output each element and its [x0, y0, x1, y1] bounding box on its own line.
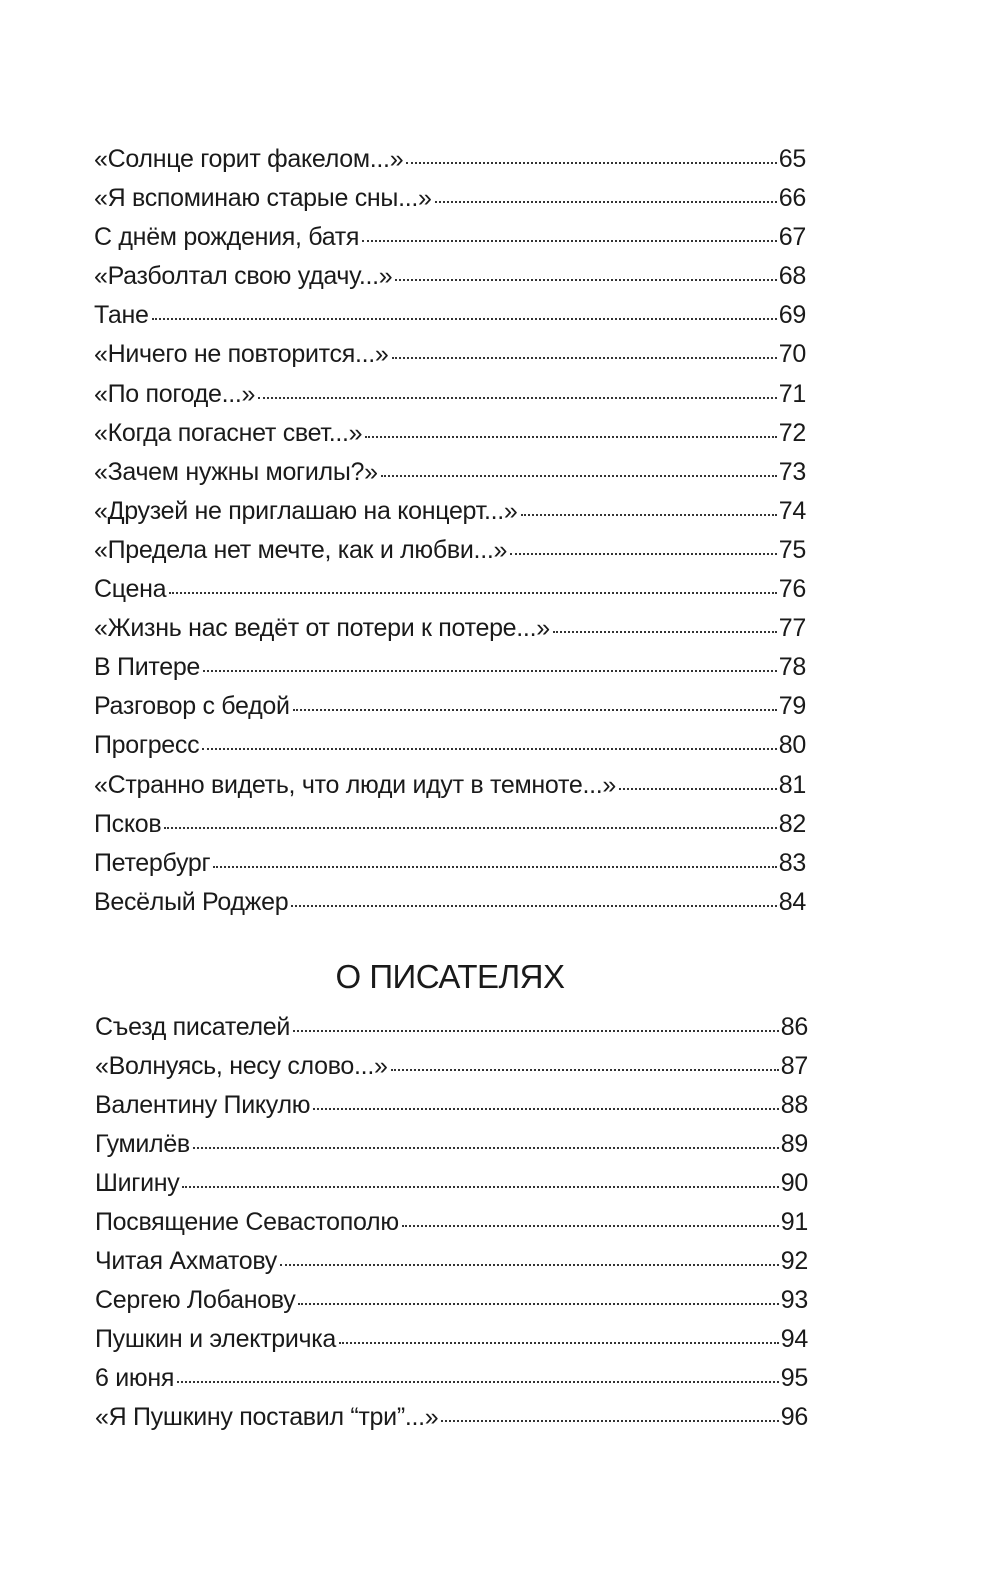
toc-entry — [95, 1403, 808, 1442]
toc-entry-page: 96 — [780, 1403, 808, 1431]
toc-entry-page: 92 — [780, 1247, 808, 1275]
toc-entry — [95, 1364, 808, 1403]
toc-entry-page: 76 — [778, 575, 806, 604]
toc-entry — [95, 1013, 808, 1052]
dot-leader — [202, 748, 776, 750]
dot-leader — [203, 670, 777, 672]
toc-entry — [94, 145, 806, 184]
toc-entry-page: 79 — [778, 692, 806, 721]
toc-entry-title: «Жизнь нас ведёт от потери к потере...» — [94, 614, 550, 643]
toc-entry-page: 82 — [778, 809, 806, 838]
toc-entry-page: 84 — [778, 887, 806, 916]
dot-leader — [510, 553, 777, 555]
toc-entry-page: 74 — [778, 496, 806, 525]
toc-entry — [94, 380, 806, 419]
dot-leader — [213, 866, 776, 868]
dot-leader — [521, 514, 777, 516]
toc-entry-title: «Странно видеть, что люди идут в темноте...» — [94, 770, 616, 799]
toc-entry-page: 65 — [778, 145, 806, 173]
toc-entry-page: 71 — [778, 379, 806, 408]
toc-entry — [94, 849, 806, 888]
toc-entry-title: Пушкин и электричка — [95, 1325, 337, 1353]
toc-entry — [95, 1052, 808, 1091]
toc-entry — [95, 1091, 808, 1130]
dot-leader — [339, 1342, 779, 1344]
toc-entry-title: Шигину — [95, 1169, 180, 1197]
toc-entry-page: 89 — [780, 1130, 808, 1158]
dot-leader — [395, 279, 776, 281]
toc-entry — [94, 458, 806, 497]
toc-entry-title: «По погоде...» — [94, 379, 256, 408]
dot-leader — [293, 709, 777, 711]
toc-entry-title: Сергею Лобанову — [95, 1286, 296, 1314]
dot-leader — [619, 788, 777, 790]
table-of-contents-part-1 — [94, 145, 806, 927]
toc-entry — [94, 223, 806, 262]
toc-entry-title: «Волнуясь, несу слово...» — [95, 1052, 388, 1080]
toc-entry — [94, 301, 806, 340]
dot-leader — [182, 1186, 778, 1188]
toc-entry-title: Псков — [94, 809, 162, 838]
toc-entry-page: 88 — [780, 1091, 808, 1119]
dot-leader — [164, 827, 776, 829]
toc-entry-title: Валентину Пикулю — [95, 1091, 311, 1119]
dot-leader — [169, 592, 777, 594]
dot-leader — [313, 1108, 779, 1110]
toc-entry-page: 78 — [778, 653, 806, 682]
dot-leader — [553, 631, 777, 633]
toc-entry — [94, 497, 806, 536]
toc-entry-page: 68 — [778, 262, 806, 291]
toc-entry-page: 94 — [780, 1325, 808, 1353]
toc-entry — [94, 340, 806, 379]
toc-entry-page: 81 — [778, 770, 806, 799]
toc-entry — [95, 1208, 808, 1247]
toc-entry-title: «Разболтал свою удачу...» — [94, 262, 393, 291]
toc-entry-page: 73 — [778, 457, 806, 486]
dot-leader — [365, 436, 776, 438]
dot-leader — [406, 162, 776, 164]
toc-entry-title: Гумилёв — [95, 1130, 190, 1158]
toc-entry-title: «Предела нет мечте, как и любви...» — [94, 535, 508, 564]
toc-entry-title: В Питере — [94, 653, 201, 682]
toc-entry-page: 83 — [778, 848, 806, 877]
toc-entry — [95, 1169, 808, 1208]
toc-entry — [94, 184, 806, 223]
toc-entry-page: 67 — [778, 223, 806, 252]
dot-leader — [193, 1147, 779, 1149]
dot-leader — [298, 1303, 778, 1305]
toc-entry-title: «Солнце горит факелом...» — [94, 145, 404, 173]
toc-entry-title: С днём рождения, батя — [94, 223, 360, 252]
toc-entry — [94, 888, 806, 927]
toc-entry-page: 87 — [780, 1052, 808, 1080]
toc-entry-page: 69 — [778, 301, 806, 330]
toc-entry — [94, 771, 806, 810]
dot-leader — [280, 1264, 779, 1266]
dot-leader — [293, 1030, 779, 1032]
toc-entry — [94, 575, 806, 614]
toc-entry-title: «Друзей не приглашаю на концерт...» — [94, 496, 518, 525]
toc-entry-title: «Ничего не повторится...» — [94, 340, 389, 369]
toc-entry — [95, 1247, 808, 1286]
dot-leader — [258, 397, 777, 399]
toc-entry — [94, 536, 806, 575]
toc-entry — [94, 262, 806, 301]
toc-entry-title: Тане — [94, 301, 149, 330]
toc-entry-title: «Когда погаснет свет...» — [94, 418, 363, 447]
toc-entry-page: 77 — [778, 614, 806, 643]
toc-entry-title: Петербург — [94, 848, 211, 877]
section-heading: О ПИСАТЕЛЯХ — [335, 958, 565, 995]
toc-entry — [94, 810, 806, 849]
toc-entry-page: 72 — [778, 418, 806, 447]
toc-entry-title: Съезд писателей — [95, 1013, 291, 1041]
toc-entry — [94, 731, 806, 770]
dot-leader — [392, 357, 777, 359]
toc-entry-page: 93 — [780, 1286, 808, 1314]
toc-entry — [95, 1130, 808, 1169]
toc-entry-page: 66 — [778, 184, 806, 213]
toc-entry-page: 80 — [778, 731, 806, 760]
dot-leader — [152, 318, 777, 320]
dot-leader — [381, 475, 777, 477]
dot-leader — [291, 905, 776, 907]
toc-entry-title: «Зачем нужны могилы?» — [94, 457, 378, 486]
toc-entry-title: Посвящение Севастополю — [95, 1208, 399, 1236]
toc-entry-page: 91 — [780, 1208, 808, 1236]
toc-entry-title: Сцена — [94, 575, 167, 604]
toc-entry-title: 6 июня — [95, 1364, 175, 1392]
dot-leader — [391, 1069, 779, 1071]
toc-entry — [94, 653, 806, 692]
toc-entry — [95, 1325, 808, 1364]
dot-leader — [402, 1225, 779, 1227]
toc-entry — [94, 614, 806, 653]
toc-entry — [95, 1286, 808, 1325]
table-of-contents-part-2 — [95, 1013, 808, 1442]
dot-leader — [177, 1381, 779, 1383]
toc-entry — [94, 692, 806, 731]
toc-entry-page: 90 — [780, 1169, 808, 1197]
toc-entry-title: Прогресс — [94, 731, 200, 760]
toc-entry-title: Весёлый Роджер — [94, 887, 289, 916]
toc-entry-title: Читая Ахматову — [95, 1247, 278, 1275]
dot-leader — [435, 201, 777, 203]
toc-entry-page: 86 — [780, 1013, 808, 1041]
toc-entry-page: 75 — [778, 535, 806, 564]
toc-entry-page: 70 — [778, 340, 806, 369]
toc-entry-page: 95 — [780, 1364, 808, 1392]
dot-leader — [362, 240, 777, 242]
toc-entry-title: Разговор с бедой — [94, 692, 290, 721]
toc-entry-title: «Я вспоминаю старые сны...» — [94, 184, 432, 213]
toc-entry-title: «Я Пушкину поставил “три”...» — [95, 1403, 439, 1431]
dot-leader — [441, 1420, 778, 1422]
toc-entry — [94, 419, 806, 458]
